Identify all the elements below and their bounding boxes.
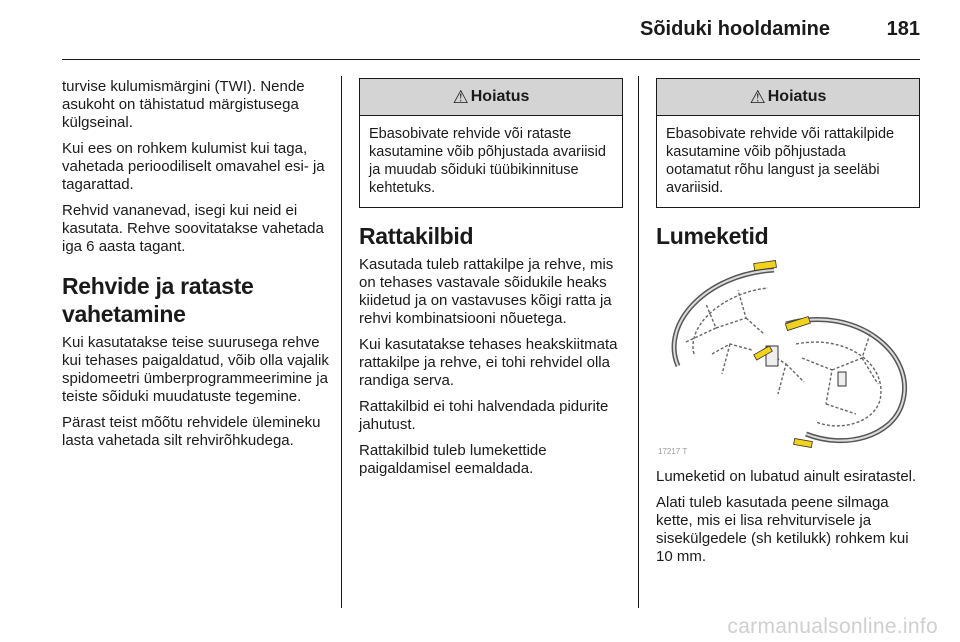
warning-text: Ebasobivate rehvide või rataste kasutamine võib põhjustada avariisid ja muudab sõiduki tüübikinnituse kehtetuks. bbox=[369, 126, 606, 196]
column-divider-1 bbox=[341, 76, 342, 608]
section-heading-hubcaps: Rattakilbid bbox=[359, 223, 474, 249]
column-1 bbox=[62, 78, 330, 458]
paragraph-hubcaps-brakes: Rattakilbid ei tohi halvendada pidurite jahutust. bbox=[359, 398, 609, 433]
column-2 bbox=[359, 78, 623, 486]
warning-title: Hoiatus bbox=[767, 88, 827, 105]
paragraph-chains-front: Lumeketid on lubatud ainult esiratastel. bbox=[656, 468, 917, 485]
warning-triangle-icon: ⚠ bbox=[452, 86, 469, 107]
watermark-text: carmanualsonline.info bbox=[727, 615, 938, 638]
snow-chain-drawing bbox=[656, 254, 920, 458]
warning-header bbox=[360, 79, 622, 116]
paragraph-size-change: Kui kasutatakse teise suurusega rehve kui tehases paigaldatud, võib olla vajalik spidomeetri ümberprogrammeerimine ja teiste sõiduki muudatuste tegemine. bbox=[62, 334, 329, 405]
header-divider bbox=[62, 59, 920, 60]
page-number: 181 bbox=[886, 18, 920, 40]
warning-title: Hoiatus bbox=[470, 88, 530, 105]
paragraph-hubcaps-rim: Kui kasutatakse tehases heakskiitmata rattakilpe ja rehve, ei tohi rehvidel olla randiga serva. bbox=[359, 336, 618, 389]
warning-text: Ebasobivate rehvide või rattakilpide kasutamine võib põhjustada ootamatut rõhu langust ja seeläbi avariisid. bbox=[666, 126, 895, 196]
paragraph-hubcaps-chains: Rattakilbid tuleb lumekettide paigaldamisel eemaldada. bbox=[359, 442, 547, 477]
column-divider-2 bbox=[638, 76, 639, 608]
paragraph-hubcaps-approved: Kasutada tuleb rattakilpe ja rehve, mis on tehases vastavale sõidukile heaks kiidetud ja on vastavuses kõigi ratta ja rehvi kombinatsiooni nõuetega. bbox=[359, 256, 614, 327]
page-header-title: Sõiduki hooldamine bbox=[639, 18, 830, 40]
paragraph-aging: Rehvid vananevad, isegi kui neid ei kasutata. Rehve soovitatakse vahetada iga 6 aasta tagant. bbox=[62, 202, 324, 255]
warning-triangle-icon: ⚠ bbox=[749, 86, 766, 107]
illustration-code: 17217 T bbox=[658, 447, 688, 456]
section-heading-tire-change: Rehvide ja rataste vahetamine bbox=[62, 273, 254, 327]
paragraph-chains-fine: Alati tuleb kasutada peene silmaga kette, mis ei lisa rehviturvisele ja sisekülgedele (sh ketilukk) rohkem kui 10 mm. bbox=[656, 494, 909, 565]
paragraph-twi: turvise kulumismärgini (TWI). Nende asukoht on tähistatud märgistusega külgseinal. bbox=[62, 78, 305, 131]
warning-box bbox=[656, 78, 920, 208]
paragraph-rotation: Kui ees on rohkem kulumist kui taga, vahetada perioodiliselt omavahel esi- ja tagarattad. bbox=[62, 140, 325, 193]
warning-header bbox=[657, 79, 919, 116]
snow-chain-illustration bbox=[656, 254, 920, 458]
warning-box bbox=[359, 78, 623, 208]
paragraph-label-change: Pärast teist mõõtu rehvidele ülemineku lasta vahetada silt rehvirõhkudega. bbox=[62, 414, 321, 449]
section-heading-snow-chains: Lumeketid bbox=[656, 223, 769, 249]
column-3 bbox=[656, 78, 920, 574]
